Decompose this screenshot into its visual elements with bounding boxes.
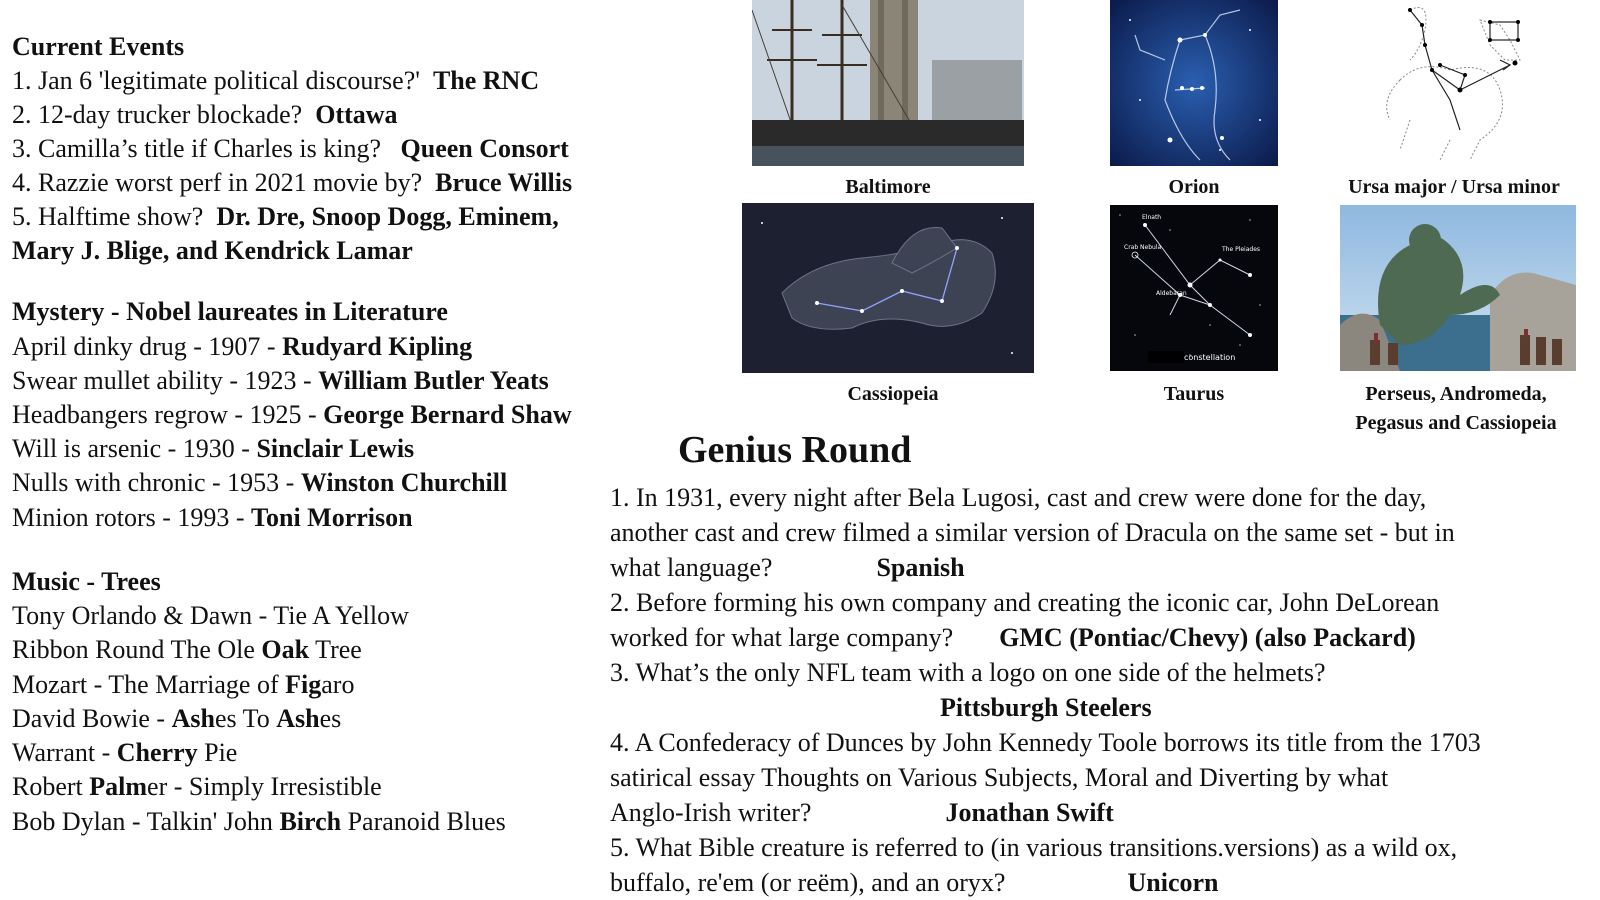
genius-line-3: what language? Spanish <box>610 553 965 582</box>
answer: The RNC <box>432 66 540 95</box>
current-events-item-4: 4. Razzie worst perf in 2021 movie by? Bruce Willis <box>12 168 573 197</box>
genius-line-4: 2. Before forming his own company and creating the iconic car, John DeLorean <box>610 588 1440 617</box>
caption-perseus-2: Pegasus and Cassiopeia <box>1355 412 1557 434</box>
taurus-label-constellation: constellation <box>1184 353 1236 362</box>
answer: Bruce Willis <box>435 168 573 197</box>
taurus-label-pleiades: The Pleiades <box>1222 246 1261 253</box>
answer: Pittsburgh Steelers <box>940 693 1152 722</box>
answer: GMC (Pontiac/Chevy) (also Packard) <box>999 623 1416 652</box>
music-line-4: David Bowie - Ashes To Ashes <box>12 704 342 733</box>
genius-line-2: another cast and crew filmed a similar version of Dracula on the same set - but in <box>610 518 1455 547</box>
answer: Dr. Dre, Snoop Dogg, Eminem, <box>216 202 559 231</box>
caption-baltimore: Baltimore <box>845 176 931 198</box>
music-line-6: Robert Palmer - Simply Irresistible <box>12 772 382 801</box>
perseus-andromeda-image <box>1340 205 1576 371</box>
answer: Queen Consort <box>400 134 569 163</box>
answer: Ottawa <box>315 100 398 129</box>
ursa-image <box>1370 0 1540 166</box>
music-line-3: Mozart - The Marriage of Figaro <box>12 670 355 699</box>
genius-line-5: worked for what large company? GMC (Pontiac/Chevy) (also Packard) <box>610 623 1416 652</box>
genius-line-6: 3. What’s the only NFL team with a logo on one side of the helmets? <box>610 658 1326 687</box>
genius-round-heading: Genius Round <box>678 429 912 471</box>
caption-perseus-1: Perseus, Andromeda, <box>1365 383 1547 405</box>
current-events-heading: Current Events <box>12 32 185 61</box>
caption-orion: Orion <box>1168 176 1220 198</box>
mystery-item-2: Swear mullet ability - 1923 - William Butler Yeats <box>12 366 549 395</box>
music-line-2: Ribbon Round The Ole Oak Tree <box>12 635 362 664</box>
genius-line-9: satirical essay Thoughts on Various Subjects, Moral and Diverting by what <box>610 763 1389 792</box>
current-events-item-3: 3. Camilla’s title if Charles is king? Queen Consort <box>12 134 569 163</box>
mystery-item-1: April dinky drug - 1907 - Rudyard Kipling <box>12 332 473 361</box>
answer: Unicorn <box>1127 868 1219 897</box>
current-events-item-5-cont: Mary J. Blige, and Kendrick Lamar <box>12 236 413 265</box>
answer: Spanish <box>876 553 965 582</box>
mystery-item-3: Headbangers regrow - 1925 - George Bernard Shaw <box>12 400 572 429</box>
taurus-image <box>1110 205 1278 371</box>
taurus-label-aldebaran: Aldebaran <box>1156 290 1187 297</box>
caption-ursa: Ursa major / Ursa minor <box>1348 176 1560 198</box>
current-events-item-5: 5. Halftime show? Dr. Dre, Snoop Dogg, Eminem, <box>12 202 559 231</box>
mystery-heading: Mystery - Nobel laureates in Literature <box>12 297 448 326</box>
current-events-item-1: 1. Jan 6 'legitimate political discourse?' The RNC <box>12 66 540 95</box>
taurus-label-elnath: Elnath <box>1142 214 1162 221</box>
cassiopeia-image <box>742 203 1034 373</box>
taurus-label-crab: Crab Nebula <box>1124 244 1162 251</box>
music-heading: Music - Trees <box>12 567 161 596</box>
baltimore-image <box>752 0 1024 166</box>
music-line-1: Tony Orlando & Dawn - Tie A Yellow <box>12 601 409 630</box>
mystery-item-4: Will is arsenic - 1930 - Sinclair Lewis <box>12 434 415 463</box>
caption-cassiopeia: Cassiopeia <box>847 383 939 405</box>
genius-line-12: buffalo, re'em (or reëm), and an oryx? Unicorn <box>610 868 1219 897</box>
mystery-item-5: Nulls with chronic - 1953 - Winston Churchill <box>12 468 508 497</box>
answer: Jonathan Swift <box>945 798 1114 827</box>
genius-line-8: 4. A Confederacy of Dunces by John Kennedy Toole borrows its title from the 1703 <box>610 728 1481 757</box>
genius-line-7 <box>940 690 1152 725</box>
current-events-item-2: 2. 12-day trucker blockade? Ottawa <box>12 100 398 129</box>
genius-line-1: 1. In 1931, every night after Bela Lugosi, cast and crew were done for the day, <box>610 483 1427 512</box>
orion-image <box>1110 0 1278 166</box>
music-line-5: Warrant - Cherry Pie <box>12 738 238 767</box>
genius-line-10: Anglo-Irish writer? Jonathan Swift <box>610 798 1114 827</box>
caption-taurus: Taurus <box>1163 383 1225 405</box>
genius-line-11: 5. What Bible creature is referred to (in various transitions.versions) as a wild ox, <box>610 833 1458 862</box>
music-line-7: Bob Dylan - Talkin' John Birch Paranoid Blues <box>12 807 506 836</box>
mystery-item-6: Minion rotors - 1993 - Toni Morrison <box>12 503 413 532</box>
